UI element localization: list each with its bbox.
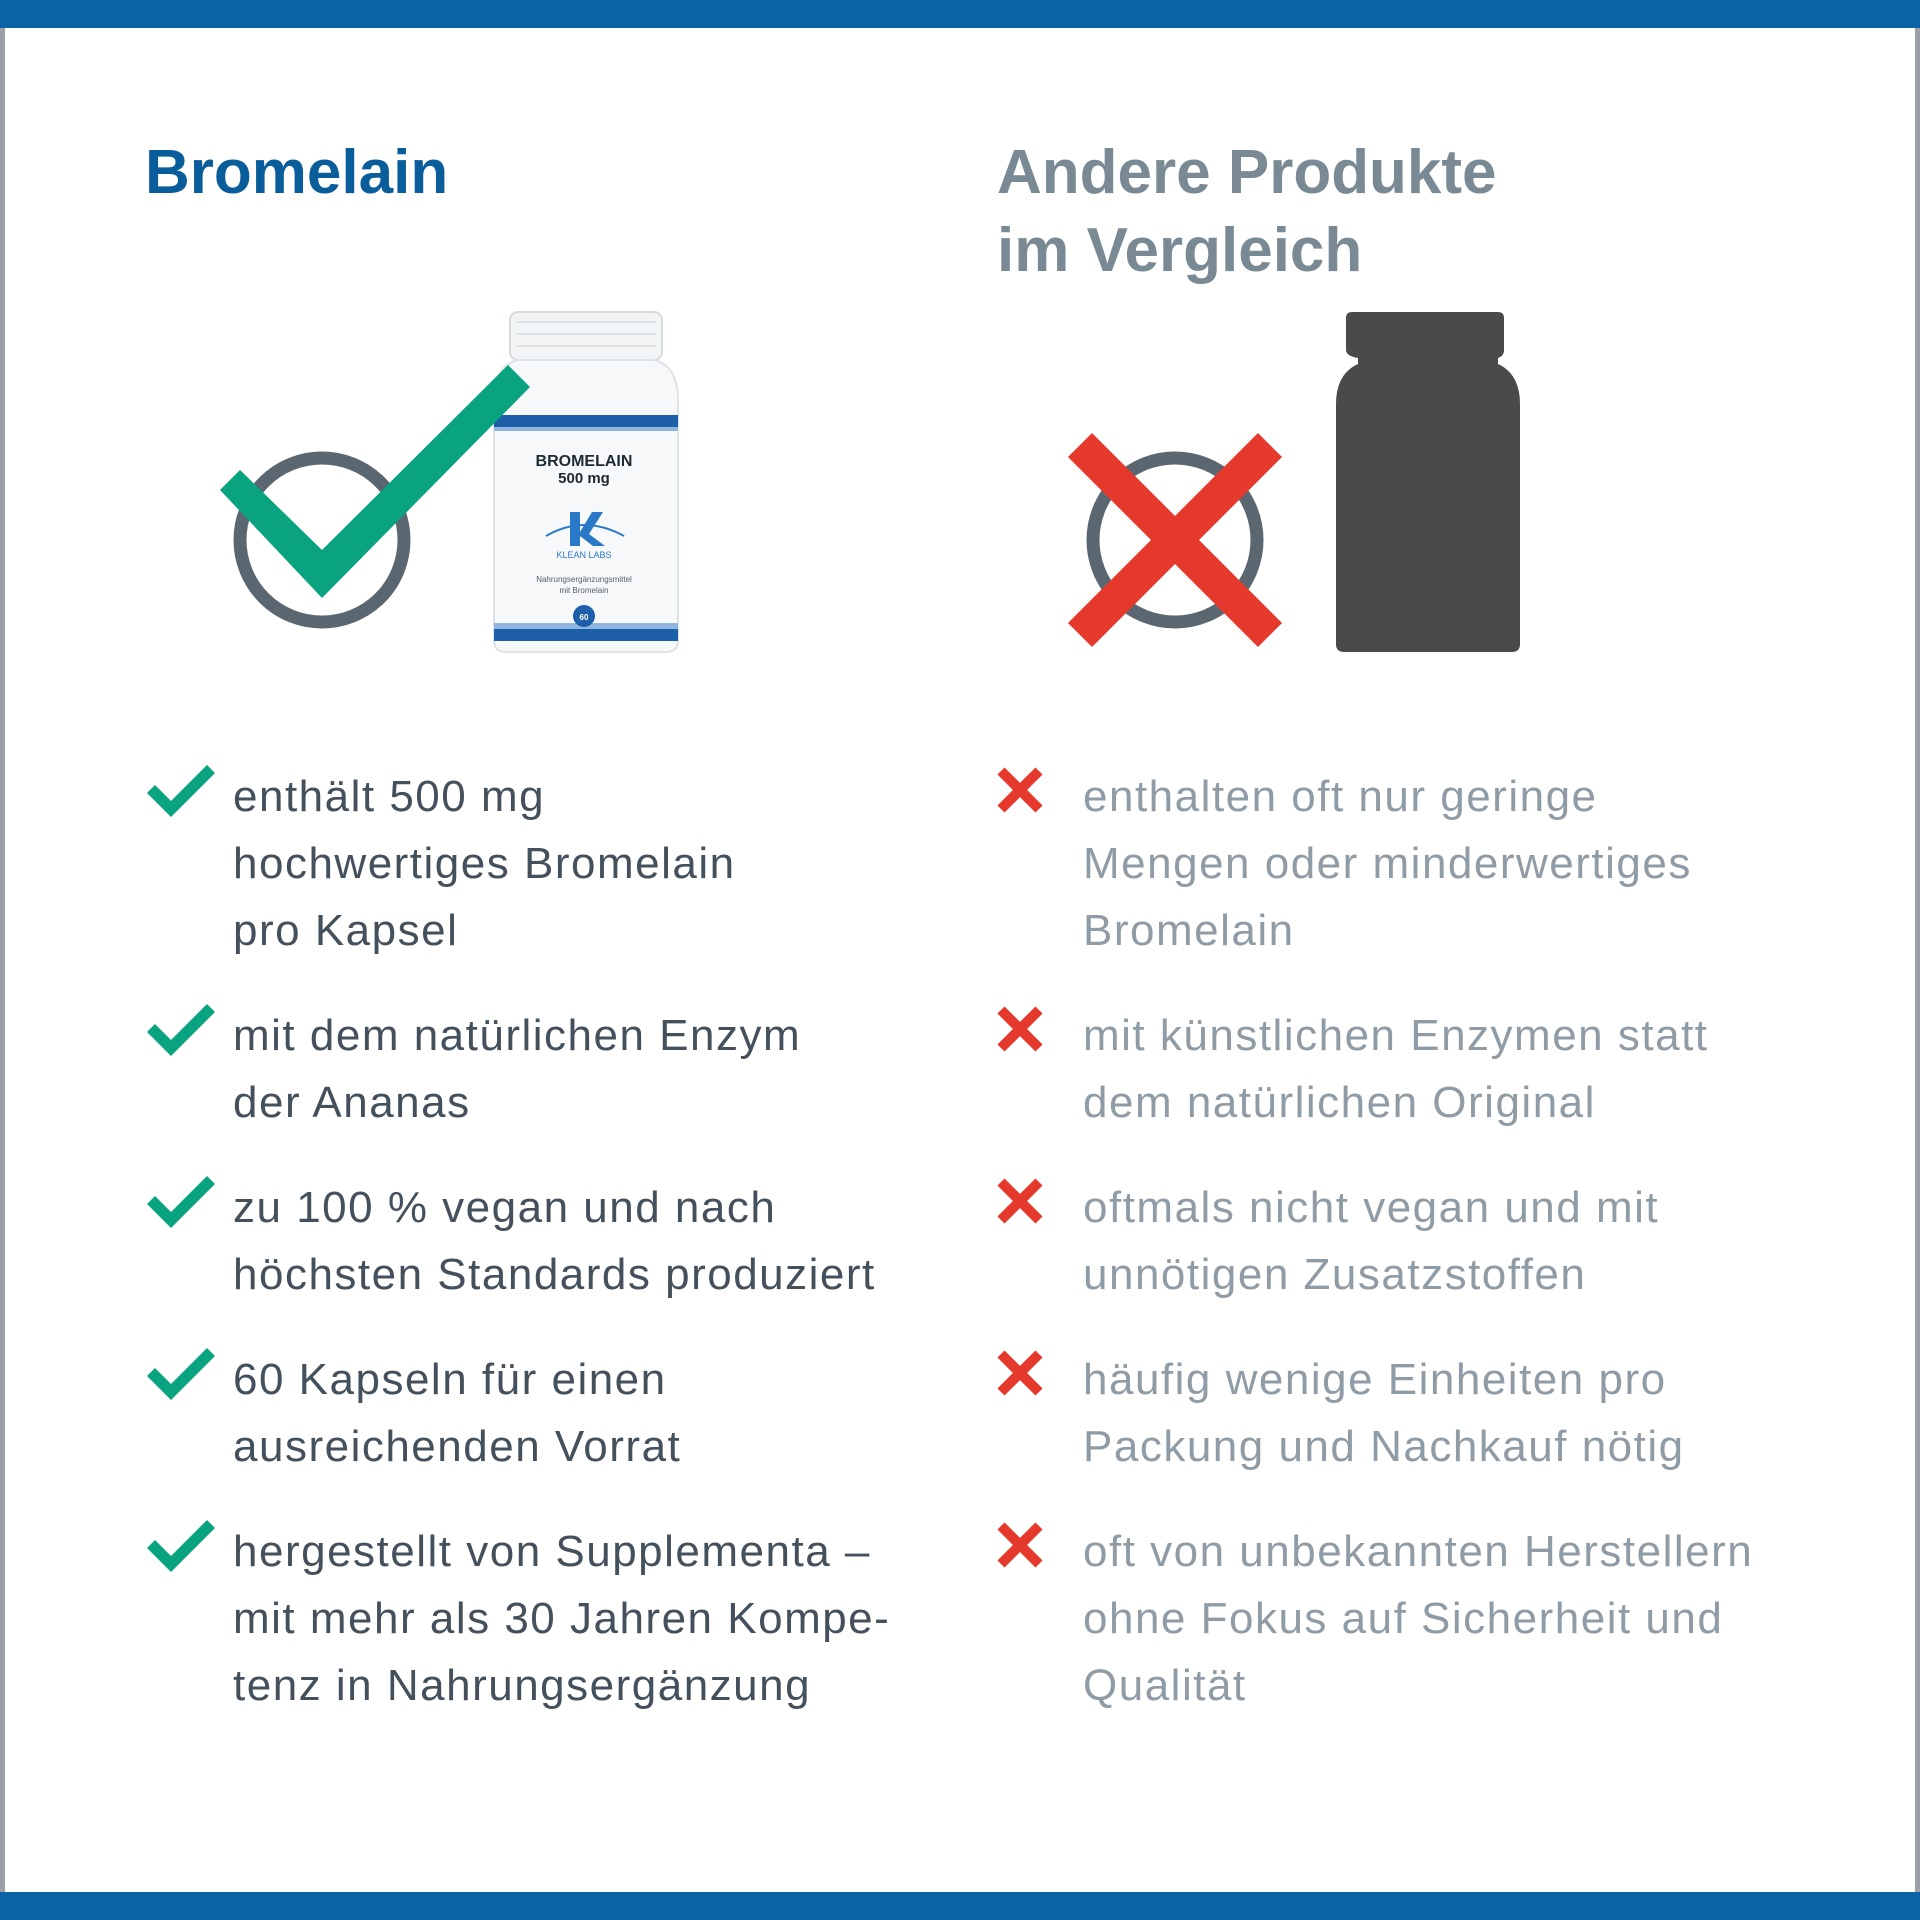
- list-item-text: 60 Kapseln für einen ausreichenden Vorrat: [233, 1355, 682, 1471]
- bottle-desc-line1: Nahrungsergänzungsmittel: [536, 575, 632, 584]
- product-illustration: [200, 300, 720, 670]
- list-item-text: hergestellt von Supplementa – mit mehr als 30 Jahren Kompe- tenz in Nahrungsergänzung: [233, 1527, 891, 1710]
- left-heading: Bromelain: [145, 138, 449, 207]
- list-item: [995, 1346, 1815, 1480]
- bottle-brand: KLEAN LABS: [556, 550, 612, 560]
- bottle-dose: 500 mg: [558, 470, 610, 487]
- check-icon: [145, 1346, 217, 1406]
- list-item-text: mit dem natürlichen Enzym der Ananas: [233, 1011, 802, 1127]
- list-item: [145, 1518, 935, 1719]
- bottle-count: 60: [579, 613, 589, 622]
- cross-icon: [995, 1002, 1067, 1062]
- cross-icon: [995, 1174, 1067, 1234]
- check-icon: [145, 763, 217, 823]
- check-icon: [145, 1174, 217, 1234]
- cross-icon: [995, 1518, 1067, 1578]
- product-bottle: [494, 312, 678, 652]
- list-item: [995, 763, 1815, 964]
- bottom-bar: [0, 1892, 1920, 1920]
- list-item: [145, 1002, 935, 1136]
- list-item-text: enthalten oft nur geringe Mengen oder minderwertiges Bromelain: [1083, 772, 1692, 955]
- list-item: [145, 1174, 935, 1308]
- cross-icon: [995, 763, 1067, 823]
- list-item: [995, 1518, 1815, 1719]
- big-cross-icon: [1080, 445, 1270, 635]
- list-item: [995, 1174, 1815, 1308]
- check-icon: [145, 1518, 217, 1578]
- list-item-text: oft von unbekannten Herstellern ohne Fokus auf Sicherheit und Qualität: [1083, 1527, 1754, 1710]
- top-bar: [0, 0, 1920, 28]
- cross-icon: [995, 1346, 1067, 1406]
- list-item-text: häufig wenige Einheiten pro Packung und Nachkauf nötig: [1083, 1355, 1685, 1471]
- list-item: [145, 763, 935, 964]
- bottle-desc-line2: mit Bromelain: [559, 586, 609, 595]
- generic-bottle-icon: [1336, 312, 1520, 652]
- benefits-list: [145, 763, 935, 1719]
- list-item-text: zu 100 % vegan und nach höchsten Standards produziert: [233, 1183, 876, 1299]
- list-item: [995, 1002, 1815, 1136]
- list-item-text: mit künstlichen Enzymen statt dem natürlichen Original: [1083, 1011, 1709, 1127]
- list-item-text: oftmals nicht vegan und mit unnötigen Zusatzstoffen: [1083, 1183, 1660, 1299]
- list-item: [145, 1346, 935, 1480]
- competitor-illustration: [1050, 300, 1570, 670]
- list-item-text: enthält 500 mg hochwertiges Bromelain pro Kapsel: [233, 772, 736, 955]
- bottle-title: BROMELAIN: [535, 453, 633, 470]
- right-heading: Andere Produkte im Vergleich: [997, 138, 1497, 285]
- check-icon: [145, 1002, 217, 1062]
- drawbacks-list: [995, 763, 1815, 1719]
